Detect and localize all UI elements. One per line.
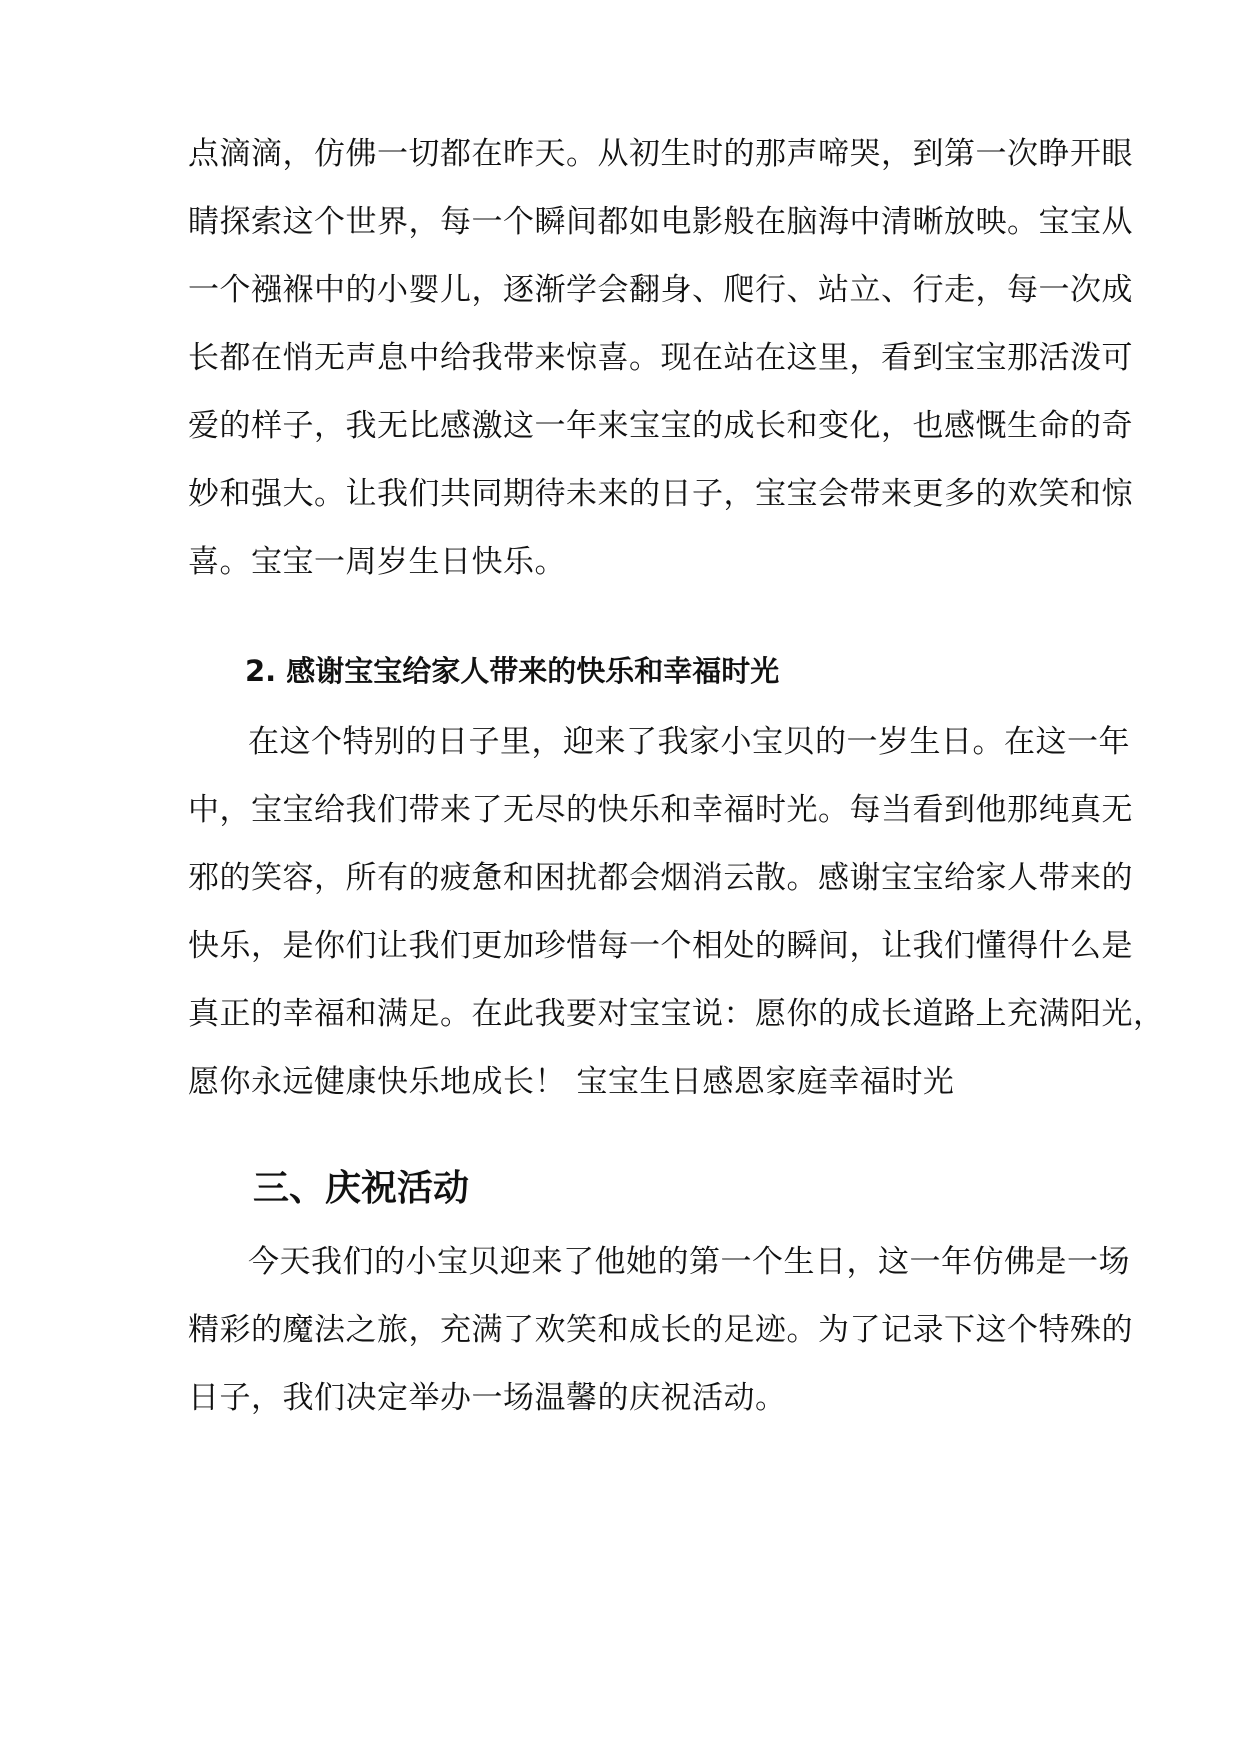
paragraph-line: 点滴滴，仿佛一切都在昨天。从初生时的那声啼哭，到第一次睁开眼 (188, 136, 1133, 172)
paragraph-line: 长都在悄无声息中给我带来惊喜。现在站在这里，看到宝宝那活泼可 (188, 340, 1133, 376)
paragraph-line: 愿你永远健康快乐地成长！ 宝宝生日感恩家庭幸福时光 (188, 1064, 955, 1100)
paragraph-line: 今天我们的小宝贝迎来了他她的第一个生日，这一年仿佛是一场 (248, 1244, 1130, 1280)
paragraph-line: 妙和强大。让我们共同期待未来的日子，宝宝会带来更多的欢笑和惊 (188, 476, 1133, 512)
paragraph-line: 睛探索这个世界，每一个瞬间都如电影般在脑海中清晰放映。宝宝从 (188, 204, 1133, 240)
paragraph-line: 中，宝宝给我们带来了无尽的快乐和幸福时光。每当看到他那纯真无 (188, 792, 1133, 828)
section-heading: 三、庆祝活动 (253, 1168, 470, 1209)
paragraph-line: 在这个特别的日子里，迎来了我家小宝贝的一岁生日。在这一年 (248, 724, 1130, 760)
paragraph-line: 爱的样子，我无比感激这一年来宝宝的成长和变化，也感慨生命的奇 (188, 408, 1133, 444)
paragraph-line: 邪的笑容，所有的疲惫和困扰都会烟消云散。感谢宝宝给家人带来的 (188, 860, 1133, 896)
paragraph-line: 一个襁褓中的小婴儿，逐渐学会翻身、爬行、站立、行走，每一次成 (188, 272, 1133, 308)
section-subheading: 2. 感谢宝宝给家人带来的快乐和幸福时光 (245, 654, 780, 688)
paragraph-line: 快乐，是你们让我们更加珍惜每一个相处的瞬间，让我们懂得什么是 (188, 928, 1133, 964)
paragraph-line: 真正的幸福和满足。在此我要对宝宝说：愿你的成长道路上充满阳光， (188, 996, 1165, 1032)
paragraph-line: 精彩的魔法之旅，充满了欢笑和成长的足迹。为了记录下这个特殊的 (188, 1312, 1133, 1348)
paragraph-line: 喜。宝宝一周岁生日快乐。 (188, 544, 566, 580)
paragraph-line: 日子，我们决定举办一场温馨的庆祝活动。 (188, 1380, 787, 1416)
